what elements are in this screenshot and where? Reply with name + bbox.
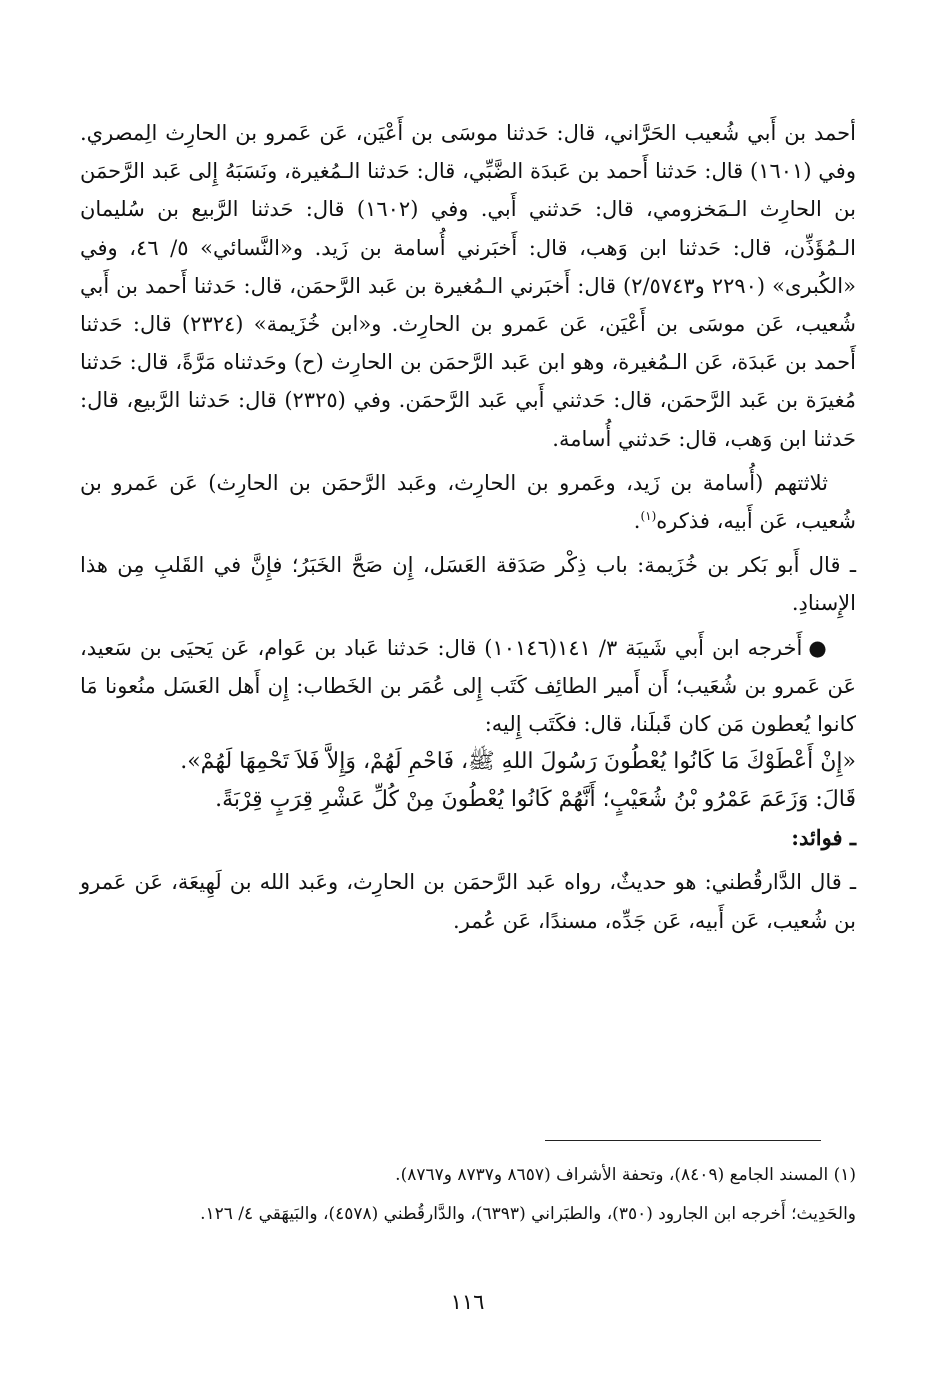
fawaid-heading: ـ فوائد:: [791, 825, 856, 851]
hadith-quote: «إِنْ أَعْطَوْكَ مَا كَانُوا يُعْطُونَ رَسُولَ اللهِ ﷺ، فَاحْمِ لَهُمْ، وَإِلاَّ فَلاَ تَحْمِهَا لَهُمْ».: [180, 749, 856, 775]
paragraph-daraqutni: ـ قال الدَّارقُطني: هو حديثٌ، رواه عَبد الرَّحمَن بن الحارِث، وعَبد الله بن لَهِيعَة، عَن عَمرو بن شُعيب، عَن أَبيه، عَن جَدِّه، مسندًا، عَن عُمر.: [80, 870, 856, 933]
hadith-quote-continuation: قَالَ: وَزَعَمَ عَمْرُو بْنُ شُعَيْبٍ؛ أَنَّهُمْ كَانُوا يُعْطُونَ مِنْ كُلِّ عَشْرِ قِرَبٍ قِرْبَةً.: [215, 787, 856, 813]
footnote-divider: [545, 1140, 821, 1141]
main-text: [80, 114, 856, 940]
paragraph-thalathatuhum: ثلاثتهم (أُسامة بن زَيد، وعَمرو بن الحارِث، وعَبد الرَّحمَن بن الحارِث) عَن عَمرو بن شُعيب، عَن أَبيه، فذكره$^{(١)}$.: [80, 470, 856, 534]
paragraph-thalathatuhum-text: ثلاثتهم (أُسامة بن زَيد، وعَمرو بن الحارِث، وعَبد الرَّحمَن بن الحارِث) عَن عَمرو بن شُعيب، عَن أَبيه، فذكره: [80, 470, 856, 534]
footnotes: [80, 1156, 856, 1234]
footnote-1-continuation: والحَدِيث؛ أَخرجه ابن الجارود (٣٥٠)، والطبَراني (٦٣٩٣)، والدَّارقُطني (٤٥٧٨)، والبَيهَقي ٤/ ١٢٦.: [200, 1204, 856, 1224]
paragraph-isnad: أحمد بن أَبي شُعيب الحَرَّاني، قال: حَدثنا موسَى بن أَعْيَن، عَن عَمرو بن الحارِث الِمصري. وفي (١٦٠١) قال: حَدثنا أَحمد بن عَبدَة الضَّبِّي، قال: حَدثنا الـمُغيرة، ونَسَبَهُ إِلى عَبد الرَّحمَن بن الحارِث الـمَخزومي، قال: حَدثني أَبي. وفي (١٦٠٢) قال: حَدثنا الرَّبيع بن سُليمان الـمُؤَذِّن، قال: حَدثنا ابن وَهب، قال: أَخبَرني أُسامة بن زَيد. و«النَّسائي» ٥/ ٤٦، وفي «الكُبرى» (٢٢٩٠ و٢/٥٧٤٣) قال: أَخبَرني الـمُغيرة بن عَبد الرَّحمَن، قال: حَدثنا أَحمد بن أَبي شُعيب، عَن موسَى بن أَعْيَن، عَن عَمرو بن الحارِث. و«ابن خُزَيمة» (٢٣٢٤) قال: حَدثنا أَحمد بن عَبدَة، عَن الـمُغيرة، وهو ابن عَبد الرَّحمَن بن الحارِث (ح) وحَدثناه مَرَّةً، قال: حَدثنا مُغيرَة بن عَبد الرَّحمَن، قال: حَدثني أَبي عَبد الرَّحمَن. وفي (٢٣٢٥) قال: حَدثنا الرَّبيع، قال: حَدثنا ابن وَهب، قال: حَدثني أُسامة.: [80, 121, 856, 451]
bullet-icon: ●: [808, 635, 828, 660]
paragraph-takhrij-text: أَخرجه ابن أَبي شَيبَة ٣/ ١٤١(١٠١٤٦) قال: حَدثنا عَباد بن عَوام، عَن يَحيَى بن سَعيد، عَن عَمرو بن شُعَيب؛ أَن أَمير الطائِف كَتَب إِلى عُمَر بن الخَطاب: إِن أَهل العَسَل منُعونا مَا كانوا يُعطون مَن كان قَبلَنا، قال: فكَتَب إِليه:: [80, 635, 856, 737]
footnote-1: (١) المسند الجامع (٨٤٠٩)، وتحفة الأشراف (٨٦٥٧ و٨٧٣٧ و٨٧٦٧).: [395, 1165, 856, 1185]
footnote-ref-1[interactable]: (١): [640, 509, 657, 524]
paragraph-takhrij: [80, 629, 856, 744]
page-number: ١١٦: [450, 1290, 485, 1314]
paragraph-ibn-khuzayma: ـ قال أَبو بَكر بن خُزَيمة: باب ذِكْر صَدَقة العَسَل، إِن صَحَّ الخَبَرُ؛ فإِنَّ في القَلبِ مِن هذا الإِسنادِ.: [80, 553, 856, 616]
